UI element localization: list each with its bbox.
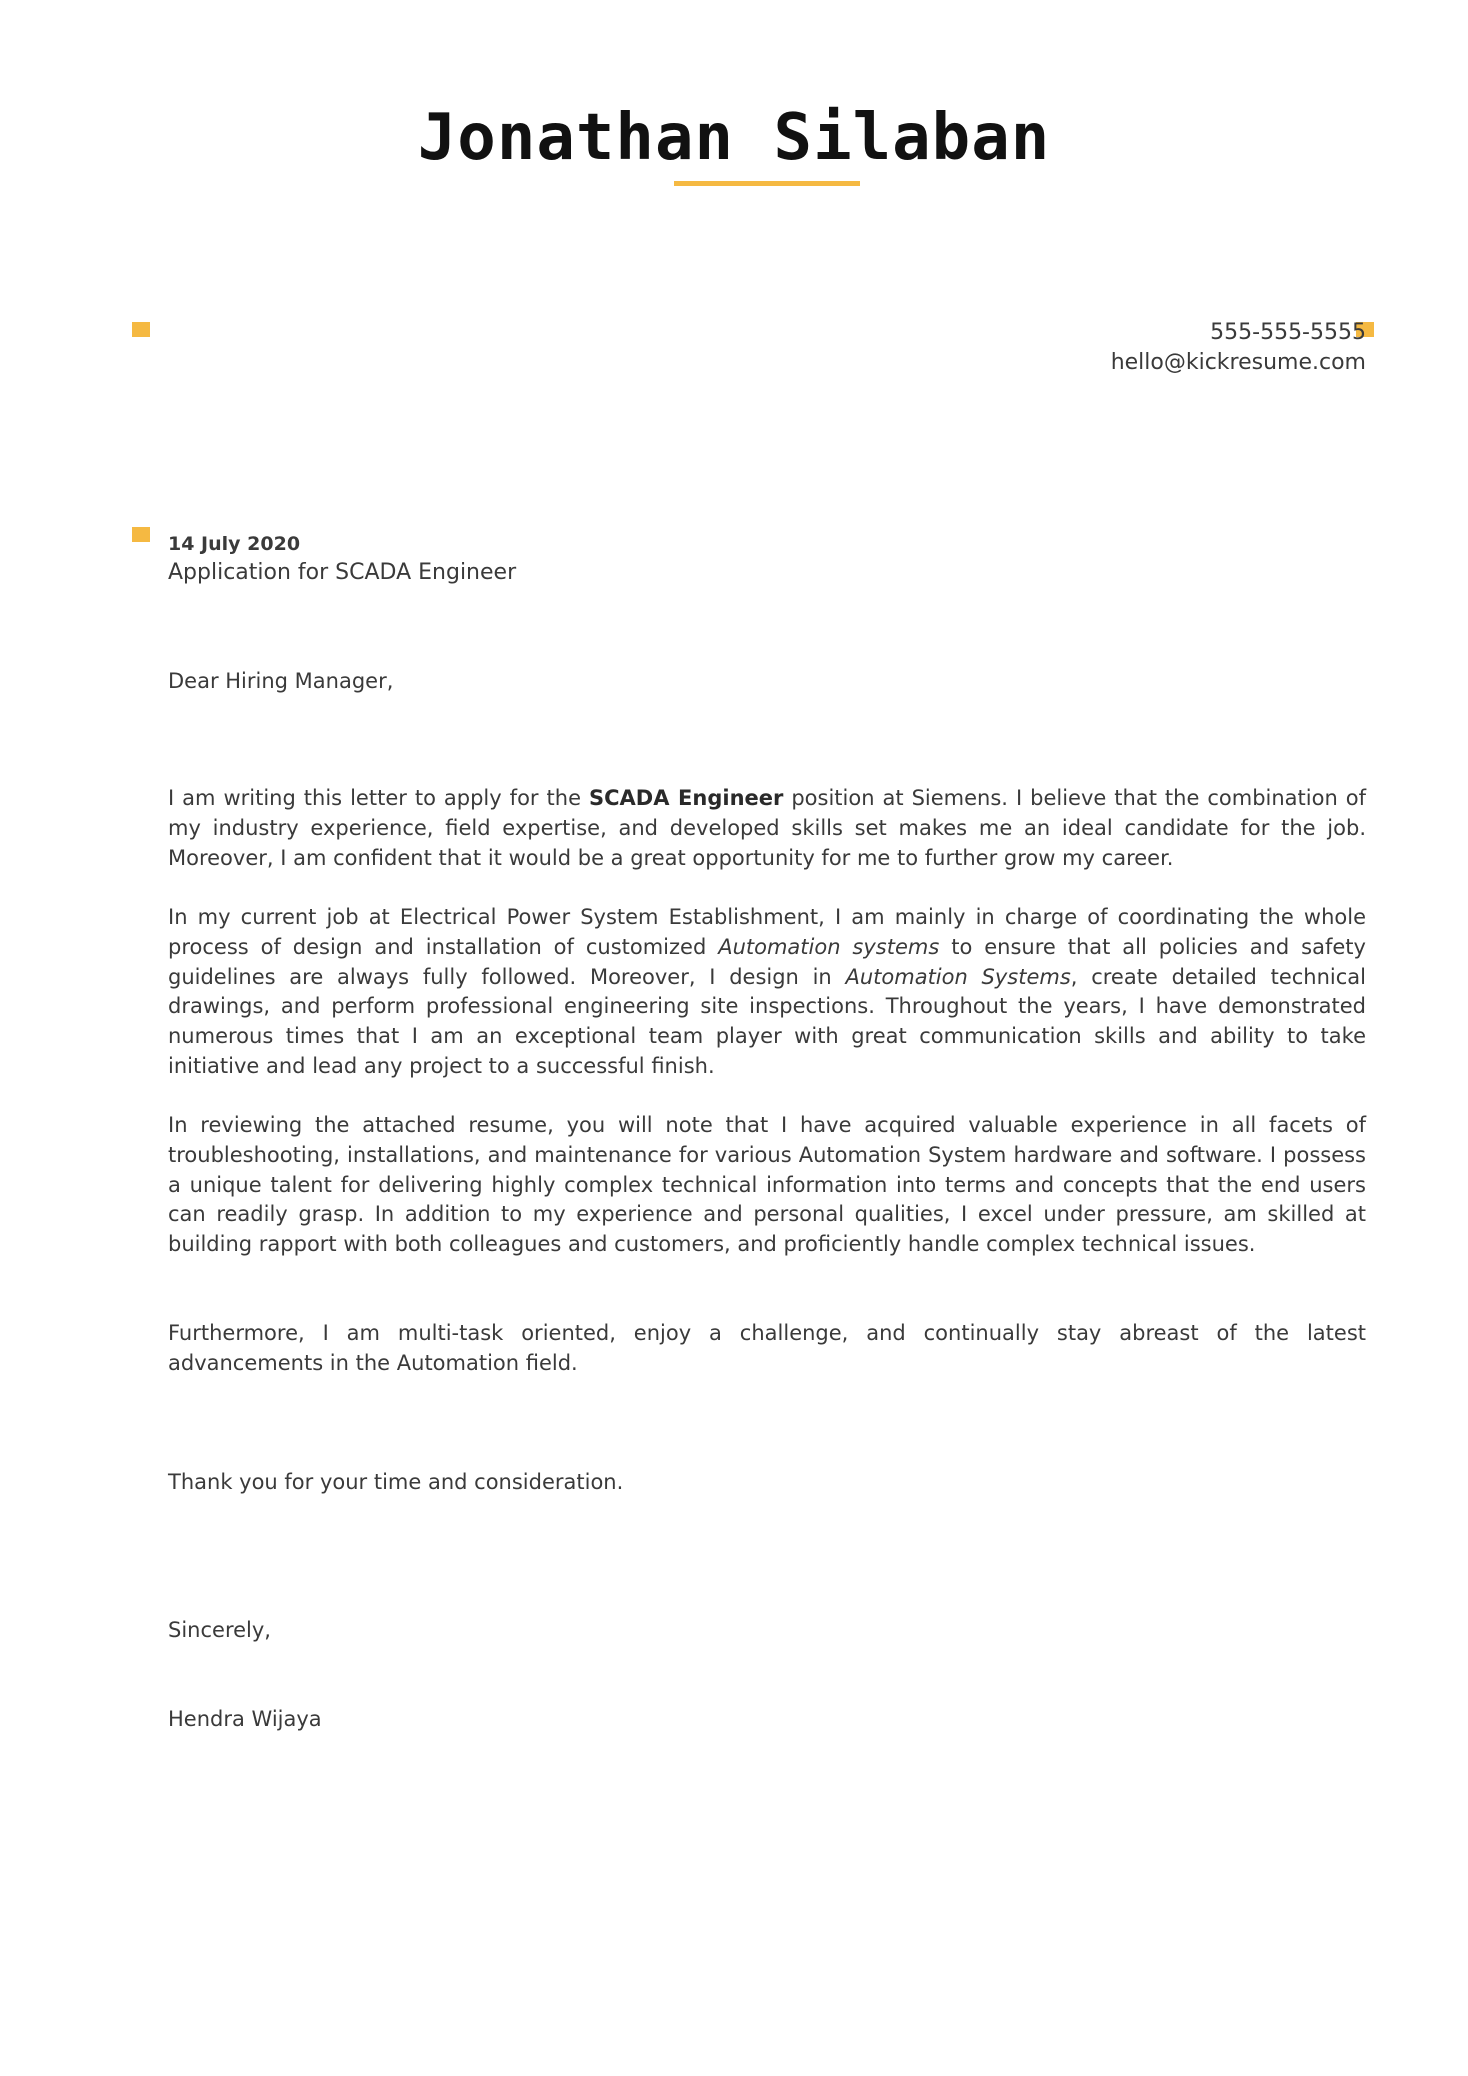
p1-position-bold: SCADA Engineer <box>588 786 784 810</box>
p2-text-part3: , create detailed technical drawings, and perform professional engineering site inspections. Throughout the years, I have demonstrated numerous times that I am an exceptional team player with great communication skills and ability to take initiative and lead any project to a successful finish. <box>168 964 1366 1078</box>
p2-italic-2: Automation Systems <box>845 964 1071 989</box>
name-underline-accent <box>674 181 860 186</box>
paragraph-intro <box>168 784 1366 873</box>
signature-name: Hendra Wijaya <box>168 1707 322 1731</box>
contact-block <box>1111 318 1366 378</box>
applicant-name: Jonathan Silaban <box>417 101 1051 175</box>
letter-subject: Application for SCADA Engineer <box>168 560 517 585</box>
closing-line: Sincerely, <box>168 1618 271 1642</box>
p1-text-after: position at Siemens. I believe that the combination of my industry experience, field expertise, and developed skills set makes me an ideal candidate for the job. Moreover, I am confident that it would be a great opportunity for me to further grow my career. <box>168 786 1366 870</box>
email-address: hello@kickresume.com <box>1110 350 1366 375</box>
letter-date: 14 July 2020 <box>168 533 301 555</box>
p2-text-part2: to ensure that all policies and safety guidelines are always fully followed. Moreover, I design in <box>168 934 1366 989</box>
letter-meta <box>168 530 516 588</box>
paragraph-current-job <box>168 903 1366 1082</box>
paragraph-multitask: Furthermore, I am multi-task oriented, enjoy a challenge, and continually stay abreast of the latest advancements in the Automation field. <box>168 1321 1366 1375</box>
p1-text-before: I am writing this letter to apply for the <box>168 786 589 810</box>
paragraph-resume-review: In reviewing the attached resume, you will note that I have acquired valuable experience in all facets of troubleshooting, installations, and maintenance for various Automation System hardware and software. I possess a unique talent for delivering highly complex technical information into terms and concepts that the end users can readily grasp. In addition to my experience and personal qualities, I excel under pressure, am skilled at building rapport with both colleagues and customers, and proficiently handle complex technical issues. <box>168 1113 1366 1257</box>
greeting: Dear Hiring Manager, <box>168 669 394 693</box>
left-contact-marker <box>132 322 150 337</box>
date-marker <box>132 527 150 542</box>
phone-number: 555-555-5555 <box>1210 320 1366 345</box>
thank-you-line: Thank you for your time and consideration. <box>168 1470 624 1494</box>
p2-text-part1: In my current job at Electrical Power System Establishment, I am mainly in charge of coordinating the whole process of design and installation of customized <box>168 905 1366 959</box>
p2-italic-1: Automation systems <box>718 934 940 959</box>
